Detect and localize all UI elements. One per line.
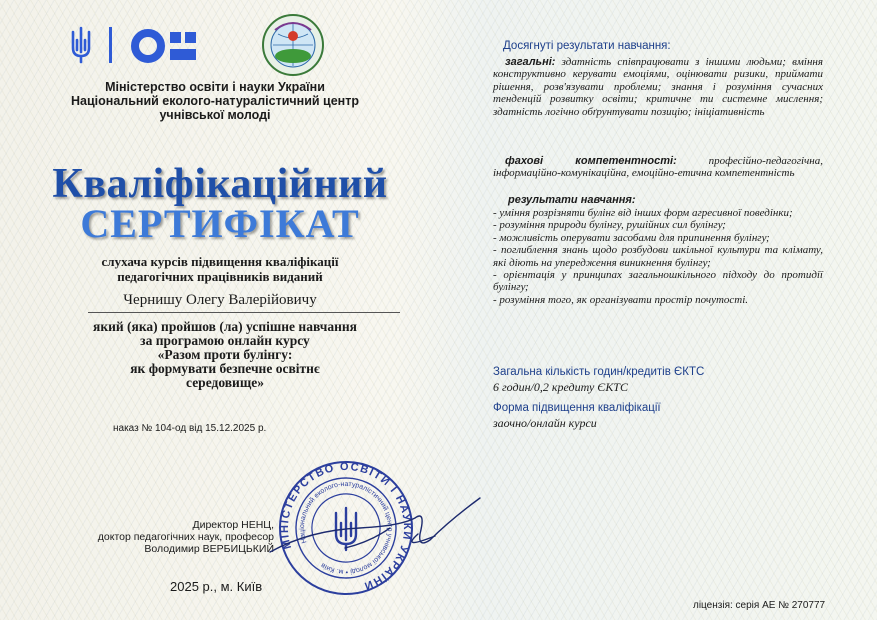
program-title-line: «Разом проти булінгу: bbox=[157, 347, 293, 362]
professional-text: професійно-педагогічна, інформаційно-комунікаційна, емоційно-етична компетентність bbox=[493, 155, 823, 180]
ministry-line: Міністерство освіти і науки України bbox=[105, 80, 325, 94]
general-competences bbox=[493, 56, 823, 118]
completed-line: за програмою онлайн курсу bbox=[140, 333, 310, 348]
form-value: заочно/онлайн курси bbox=[493, 416, 597, 430]
logo-divider bbox=[109, 27, 112, 63]
signatory-name: Володимир ВЕРБИЦЬКИЙ bbox=[144, 543, 274, 555]
recipient-name: Чернишу Олегу Валерійовичу bbox=[123, 292, 317, 308]
hours-value: 6 годин/0,2 кредиту ЄКТС bbox=[493, 380, 628, 394]
learning-results-label: результати навчання: bbox=[508, 194, 636, 206]
signatory-position: Директор НЕНЦ, bbox=[192, 519, 274, 531]
recipient-underline bbox=[88, 312, 400, 313]
list-item: - можливість оперувати засобами для припинення булінгу; bbox=[493, 231, 770, 244]
signatory-degree: доктор педагогічних наук, професор bbox=[97, 531, 274, 543]
general-text: здатність співпрацювати з іншими людьми; вміння конструктивно керувати емоціями, оцінювати ризики, приймати рішення, розв'язувати проблеми; знання і розуміння сучасних тенденцій розвитку освіти; критичне ти системне мислення; здатність логічно обґрунтувати позицію; ініціативність bbox=[493, 56, 823, 118]
signatory-block bbox=[40, 519, 274, 555]
center-line: Національний еколого-натуралістичний центр bbox=[71, 94, 359, 108]
learning-results-list bbox=[493, 207, 823, 306]
professional-competences bbox=[493, 155, 823, 180]
ministry-header bbox=[60, 80, 370, 122]
completion-statement bbox=[70, 320, 380, 390]
professional-label: фахові компетентності: bbox=[505, 155, 677, 167]
list-item: - розуміння природи булінгу, рушійних сил булінгу; bbox=[493, 219, 726, 232]
list-item: - поглиблення знань щодо розбудови шкільної культури та клімату, які діють на упередження виникнення булінгу; bbox=[493, 244, 823, 269]
general-label: загальні: bbox=[505, 56, 556, 68]
list-item: - орієнтація у принципах загальношкільного підходу до протидії булінгу; bbox=[493, 269, 823, 294]
year-place: 2025 р., м. Київ bbox=[170, 579, 263, 594]
ukraine-trident-icon bbox=[70, 26, 92, 64]
completed-line: який (яка) пройшов (ла) успішне навчання bbox=[93, 319, 357, 334]
certificate-title-qualification: Кваліфікаційний bbox=[52, 161, 388, 207]
center-line-2: учнівської молоді bbox=[159, 108, 271, 122]
listener-line: педагогічних працівників виданий bbox=[117, 269, 323, 284]
certificate-title-certificate: СЕРТИФІКАТ bbox=[80, 201, 360, 246]
stamp-inner-text: Національний еколого-натуралістичний центр учнівської молоді • м. Київ bbox=[298, 480, 394, 576]
listener-line: слухача курсів підвищення кваліфікації bbox=[101, 254, 339, 269]
nenc-emblem-icon bbox=[250, 12, 336, 78]
director-signature bbox=[250, 490, 490, 570]
program-title-line: середовище» bbox=[186, 375, 264, 390]
list-item: - уміння розрізняти булінг від інших форм агресивної поведінки; bbox=[493, 207, 793, 219]
list-item: - розуміння того, як організувати простір почутості. bbox=[493, 293, 749, 306]
program-title-line: як формувати безпечне освітнє bbox=[130, 361, 320, 376]
hours-heading: Загальна кількість годин/кредитів ЄКТС bbox=[493, 366, 705, 378]
order-number: наказ № 104-од від 15.12.2025 р. bbox=[113, 423, 267, 434]
ministry-logo-icon bbox=[130, 28, 200, 64]
license-number: ліцензія: серія АЕ № 270777 bbox=[693, 600, 826, 611]
results-heading: Досягнуті результати навчання: bbox=[503, 40, 671, 52]
form-heading: Форма підвищення кваліфікації bbox=[493, 402, 661, 414]
listener-description bbox=[60, 254, 380, 284]
stamp-outer-text: МІНІСТЕРСТВО ОСВІТИ І НАУКИ УКРАЇНИ bbox=[278, 460, 414, 593]
